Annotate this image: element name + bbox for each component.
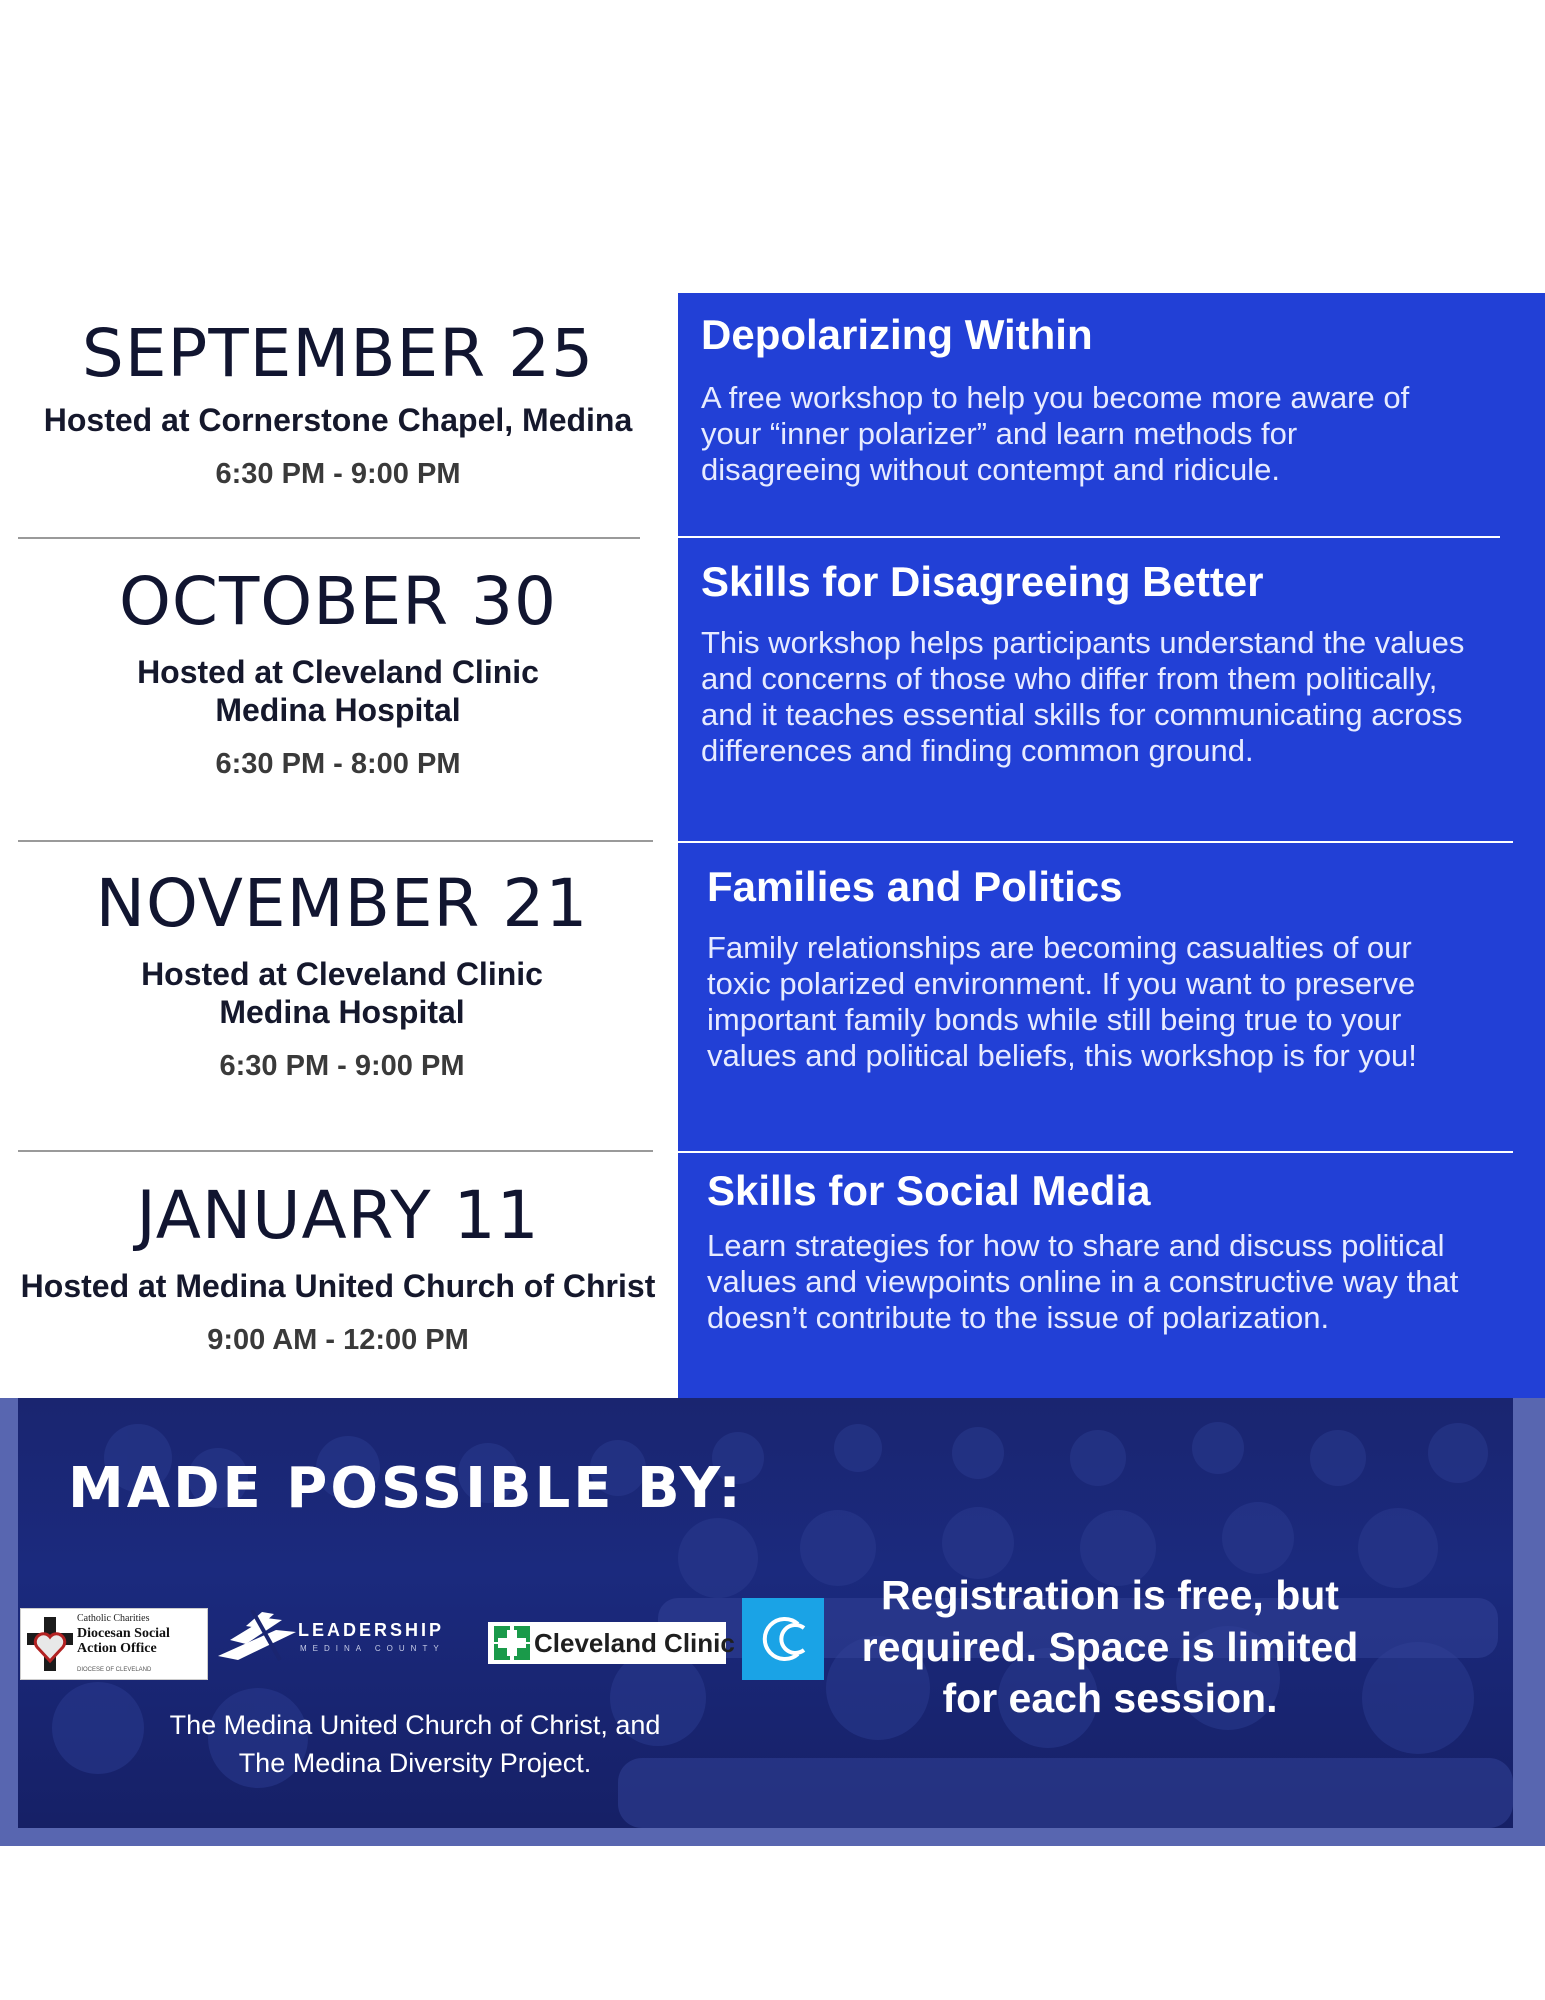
sponsor-section bbox=[18, 1398, 1513, 1828]
session-time: 9:00 AM - 12:00 PM bbox=[207, 1323, 469, 1356]
ccdsao-diocese: DIOCESE OF CLEVELAND bbox=[77, 1667, 152, 1673]
sponsor-credit bbox=[120, 1706, 710, 1783]
c-logo-icon bbox=[742, 1598, 824, 1680]
session-venue: Hosted at Cleveland Clinic Medina Hospital bbox=[141, 955, 543, 1030]
ccdsao-name: Diocesan Social Action Office bbox=[77, 1626, 170, 1657]
leadership-medina-logo bbox=[216, 1610, 476, 1670]
session-date: NOVEMBER 21 bbox=[95, 865, 589, 942]
session-text: This workshop helps participants understand the values and concerns of those who differ from them politically, and it teaches essential skills for communicating across differences and finding common ground. bbox=[701, 625, 1465, 769]
session-date-block bbox=[18, 315, 658, 492]
clinic-cross-icon bbox=[494, 1626, 530, 1660]
divider bbox=[678, 841, 1513, 843]
divider bbox=[678, 1151, 1513, 1153]
session-date: SEPTEMBER 25 bbox=[81, 315, 595, 392]
session-text: Family relationships are becoming casualties of our toxic polarized environment. If you want to preserve important family bonds while still being true to your values and political beliefs, this workshop is for you! bbox=[707, 930, 1417, 1074]
session-title: Depolarizing Within bbox=[701, 311, 1093, 358]
leadership-mark-icon bbox=[216, 1610, 296, 1662]
session-date: OCTOBER 30 bbox=[118, 563, 558, 640]
clinic-word: Cleveland Clinic bbox=[534, 1628, 735, 1658]
session-title: Skills for Disagreeing Better bbox=[701, 558, 1264, 605]
cleveland-clinic-logo bbox=[488, 1622, 735, 1664]
session-venue: Hosted at Cornerstone Chapel, Medina bbox=[43, 401, 633, 438]
ccdsao-org: Catholic Charities bbox=[77, 1613, 150, 1624]
leadership-sub: MEDINA COUNTY bbox=[300, 1644, 445, 1653]
session-text: Learn strategies for how to share and discuss political values and viewpoints online in a constructive way that doesn’t contribute to the issue of polarization. bbox=[707, 1228, 1459, 1336]
divider bbox=[18, 537, 640, 539]
credit-line: The Medina United Church of Christ, and bbox=[169, 1710, 661, 1740]
session-date-block bbox=[18, 563, 658, 782]
divider bbox=[18, 1150, 653, 1152]
session-time: 6:30 PM - 8:00 PM bbox=[215, 748, 461, 781]
session-title: Families and Politics bbox=[707, 863, 1123, 910]
credit-line: The Medina Diversity Project. bbox=[238, 1748, 592, 1779]
session-venue: Hosted at Medina United Church of Christ bbox=[20, 1267, 656, 1304]
leadership-word: LEADERSHIP bbox=[298, 1620, 445, 1640]
session-text: A free workshop to help you become more aware of your “inner polarizer” and learn methods for disagreeing without contempt and ridicule. bbox=[701, 380, 1410, 488]
sponsors-heading: MADE POSSIBLE BY: bbox=[68, 1456, 744, 1521]
session-description bbox=[701, 310, 1461, 488]
session-description bbox=[707, 1166, 1467, 1336]
session-time: 6:30 PM - 9:00 PM bbox=[219, 1050, 465, 1083]
session-date-block bbox=[18, 1177, 658, 1358]
divider bbox=[18, 840, 653, 842]
catholic-charities-logo bbox=[20, 1608, 208, 1680]
divider bbox=[678, 536, 1500, 538]
session-date: JANUARY 11 bbox=[136, 1177, 540, 1254]
registration-note: Registration is free, but required. Space is limited for each session. bbox=[861, 1572, 1359, 1722]
session-title: Skills for Social Media bbox=[707, 1167, 1151, 1214]
session-venue: Hosted at Cleveland Clinic Medina Hospital bbox=[137, 653, 539, 728]
session-description bbox=[701, 557, 1471, 769]
session-description bbox=[707, 862, 1467, 1074]
session-time: 6:30 PM - 9:00 PM bbox=[215, 457, 461, 490]
session-date-block bbox=[22, 865, 662, 1084]
cross-heart-icon bbox=[27, 1617, 73, 1671]
